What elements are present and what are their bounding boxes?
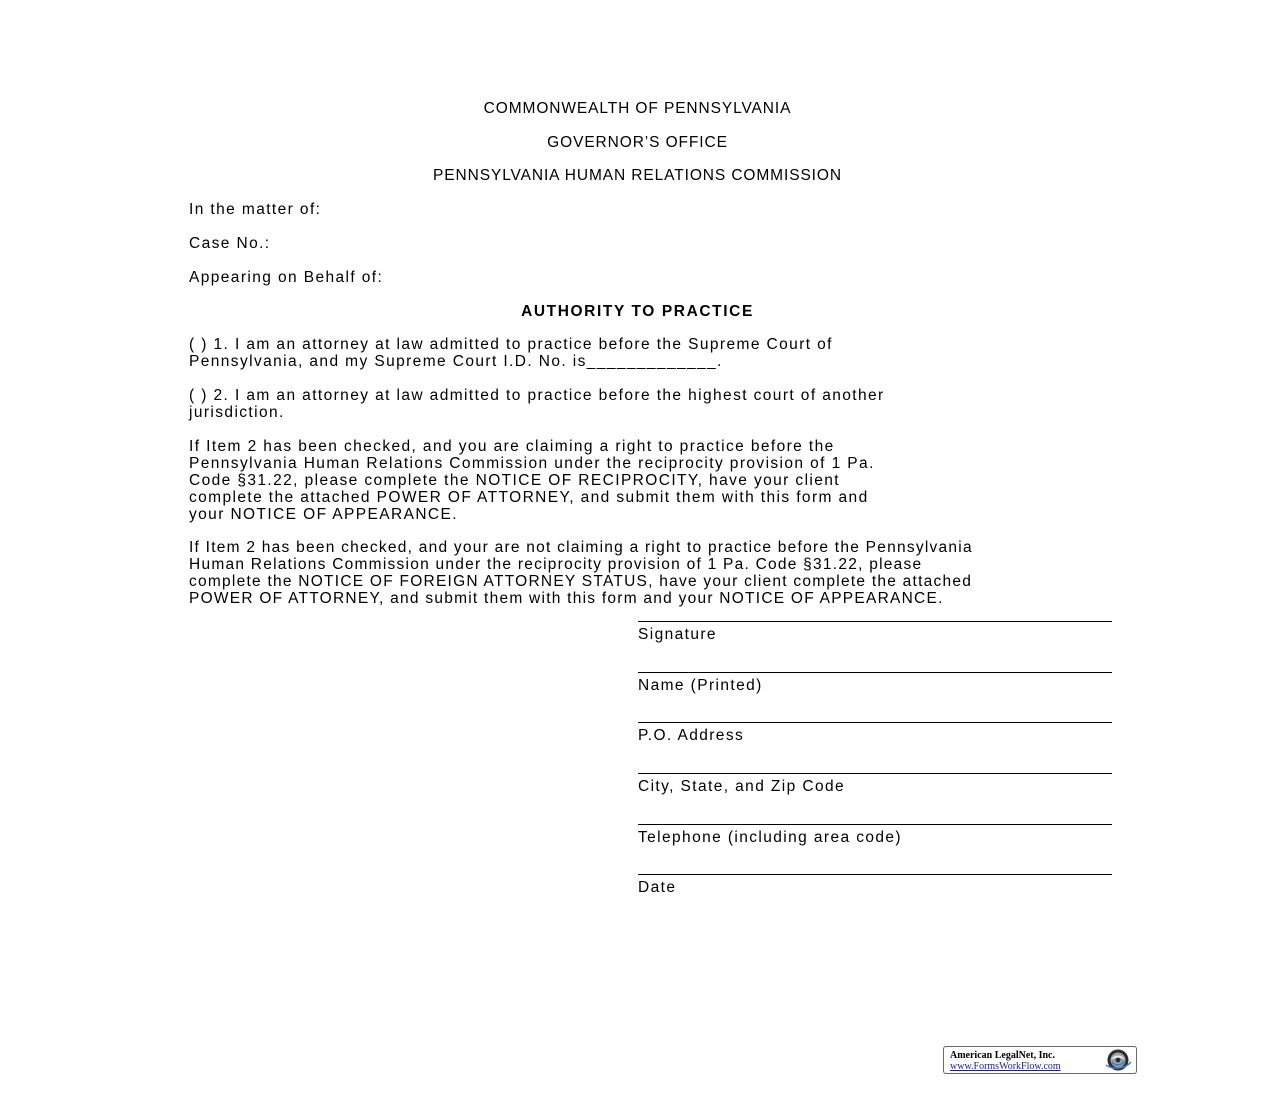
po-address-field[interactable] (638, 722, 1118, 744)
instruction-line: Code §31.22, please complete the NOTICE OF RECIPROCITY, have your client (189, 472, 841, 489)
instruction-line: If Item 2 has been checked, and you are claiming a right to practice before the (189, 438, 835, 455)
telephone-caption: Telephone (including area code) (638, 829, 902, 846)
printed-name-field[interactable] (638, 672, 1118, 694)
po-address-line[interactable] (638, 722, 1112, 723)
logo-company-name: American LegalNet, Inc. (950, 1050, 1055, 1061)
printed-name-line[interactable] (638, 672, 1112, 673)
city-state-zip-field[interactable] (638, 773, 1118, 795)
item-1-line: Pennsylvania, and my Supreme Court I.D. No. is_____________. (189, 353, 723, 370)
printed-name-caption: Name (Printed) (638, 677, 763, 694)
foreign-attorney-instructions (189, 539, 973, 607)
city-state-zip-caption: City, State, and Zip Code (638, 778, 846, 795)
date-caption: Date (638, 879, 677, 896)
instruction-line: complete the NOTICE OF FOREIGN ATTORNEY STATUS, have your client complete the attached (189, 573, 973, 590)
instruction-line: your NOTICE OF APPEARANCE. (189, 506, 458, 523)
appearing-on-behalf-label: Appearing on Behalf of: (189, 269, 384, 286)
item-1-line: ( ) 1. I am an attorney at law admitted to practice before the Supreme Court of (189, 336, 833, 353)
header-commission: PENNSYLVANIA HUMAN RELATIONS COMMISSION (433, 167, 842, 184)
po-address-caption: P.O. Address (638, 727, 745, 744)
telephone-line[interactable] (638, 824, 1112, 825)
globe-swirl-icon (1103, 1048, 1133, 1072)
instruction-line: If Item 2 has been checked, and your are not claiming a right to practice before the Pennsylvania (189, 539, 973, 556)
instruction-line: POWER OF ATTORNEY, and submit them with this form and your NOTICE OF APPEARANCE. (189, 590, 944, 607)
signature-caption: Signature (638, 626, 717, 643)
date-field[interactable] (638, 874, 1118, 896)
header-governors-office: GOVERNOR’S OFFICE (547, 134, 728, 151)
item-2-line: ( ) 2. I am an attorney at law admitted to practice before the highest court of another (189, 387, 885, 404)
telephone-field[interactable] (638, 824, 1118, 846)
item-2-line: jurisdiction. (189, 404, 285, 421)
in-the-matter-of-label: In the matter of: (189, 201, 322, 218)
american-legalnet-logo[interactable] (943, 1046, 1137, 1074)
signature-line[interactable] (638, 621, 1112, 622)
city-state-zip-line[interactable] (638, 773, 1112, 774)
reciprocity-instructions (189, 438, 875, 523)
signature-field[interactable] (638, 621, 1118, 643)
item-1-statement (189, 336, 833, 370)
case-number-label: Case No.: (189, 235, 271, 252)
date-line[interactable] (638, 874, 1112, 875)
instruction-line: Pennsylvania Human Relations Commission under the reciprocity provision of 1 Pa. (189, 455, 875, 472)
item-2-statement (189, 387, 885, 421)
instruction-line: complete the attached POWER OF ATTORNEY, and submit them with this form and (189, 489, 869, 506)
form-title: AUTHORITY TO PRACTICE (521, 303, 754, 320)
forms-workflow-link[interactable]: www.FormsWorkFlow.com (950, 1061, 1061, 1072)
instruction-line: Human Relations Commission under the reciprocity provision of 1 Pa. Code §31.22, please (189, 556, 923, 573)
header-commonwealth: COMMONWEALTH OF PENNSYLVANIA (483, 100, 792, 117)
